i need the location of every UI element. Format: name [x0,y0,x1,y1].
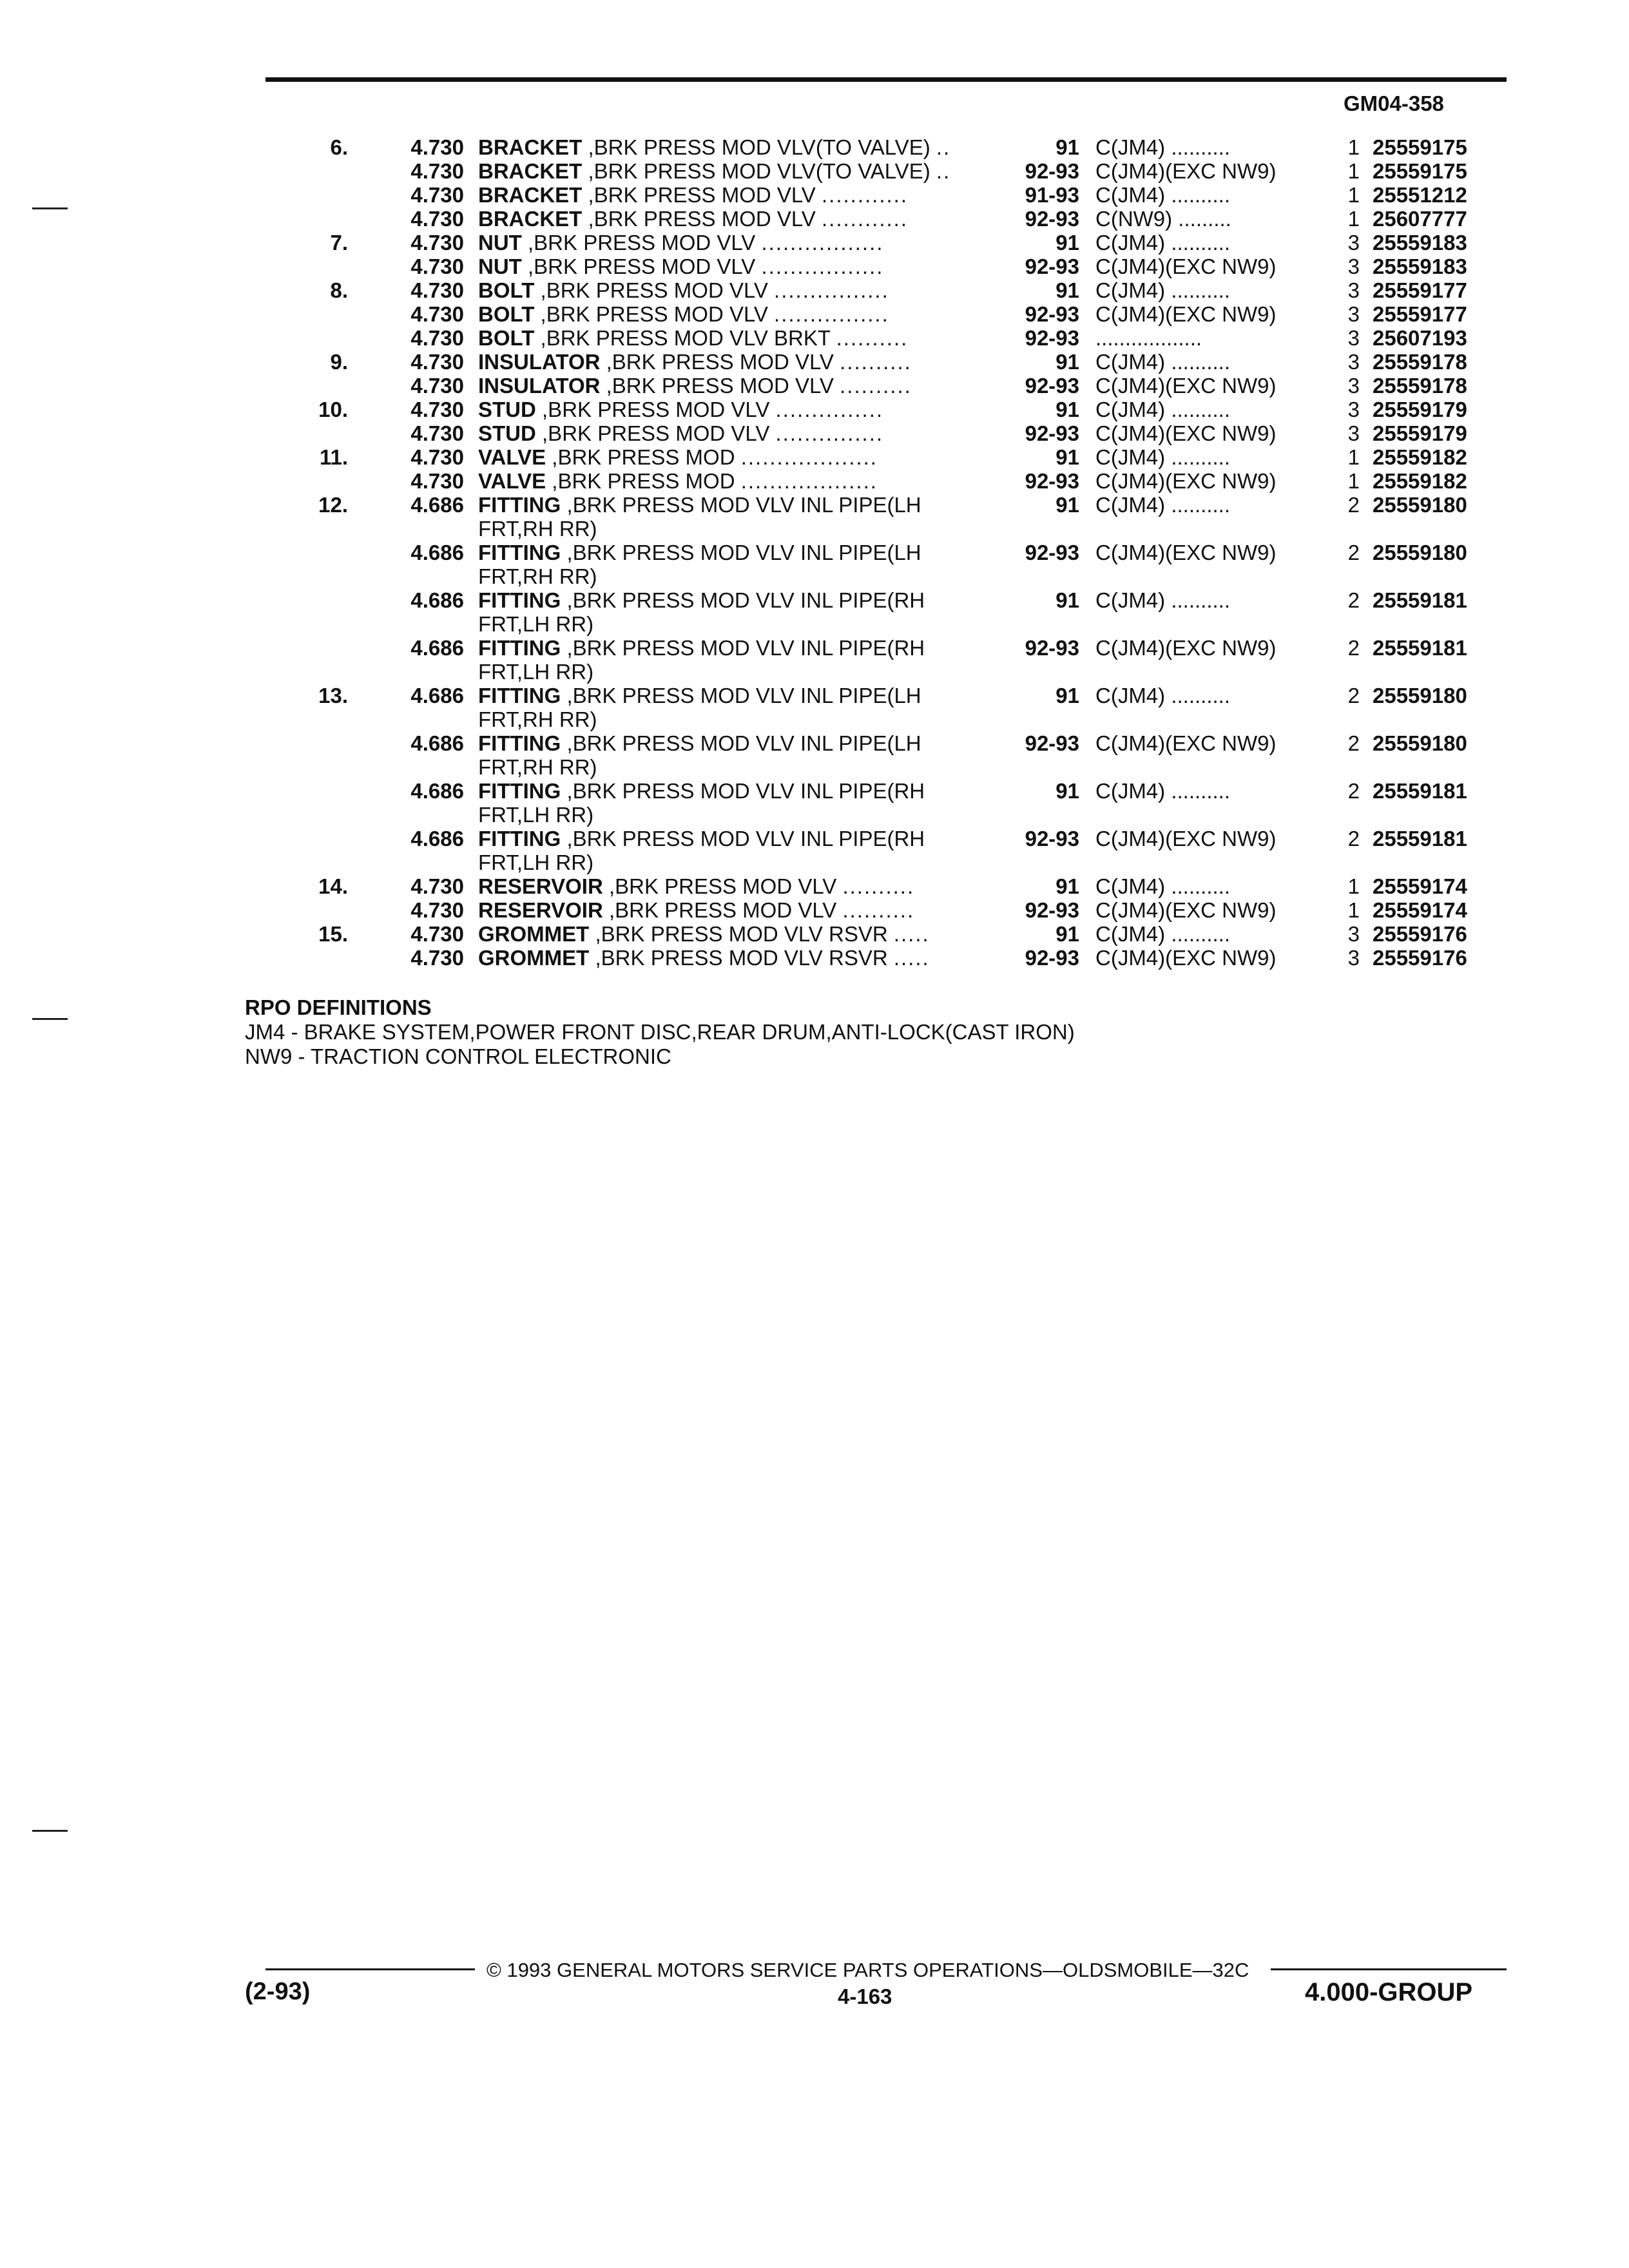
rpo-code: C(JM4)(EXC NW9) [1095,159,1277,183]
part-name: STUD [478,398,536,421]
model-years: 92-93 [1025,827,1079,850]
leader-dots: ................... [740,469,878,493]
part-description-text: ,BRK PRESS MOD VLV INL PIPE(LH [566,541,921,564]
model-years: 92-93 [1025,255,1079,278]
part-description-text: ,BRK PRESS MOD VLV [528,255,756,278]
group-number: 4.686 [410,493,464,517]
part-number: 25559180 [1373,493,1467,517]
part-name: FITTING [478,541,561,564]
quantity: 1 [1347,183,1360,207]
leader-dots: .......... [842,898,915,922]
part-description-text: ,BRK PRESS MOD VLV [606,350,834,374]
part-description-text: ,BRK PRESS MOD VLV [608,898,837,922]
part-number: 25559178 [1373,350,1467,374]
part-name: FITTING [478,684,561,707]
quantity: 2 [1347,636,1360,660]
quantity: 2 [1347,588,1360,612]
quantity: 1 [1347,469,1360,493]
model-years: 92-93 [1025,159,1079,183]
part-number: 25559181 [1373,588,1467,612]
rpo-code: C(JM4)(EXC NW9) [1095,541,1277,564]
quantity: 3 [1347,421,1360,445]
quantity: 1 [1347,445,1360,469]
rpo-code: C(JM4)(EXC NW9) [1095,302,1277,326]
quantity: 3 [1347,302,1360,326]
group-number: 4.730 [410,135,464,159]
part-description-text: ,BRK PRESS MOD VLV [606,374,834,398]
rpo-code: C(JM4) .......... [1095,493,1231,517]
rpo-code: C(JM4)(EXC NW9) [1095,421,1277,445]
margin-mark [32,1018,68,1020]
part-number: 25559176 [1373,946,1467,970]
part-description [478,684,994,731]
part-description-text: ,BRK PRESS MOD VLV INL PIPE(RH [566,779,925,803]
model-years: 92-93 [1025,898,1079,922]
parts-row [0,183,1629,207]
part-description [478,922,994,946]
part-description-text: ,BRK PRESS MOD VLV [528,231,756,255]
quantity: 3 [1347,350,1360,374]
copyright-notice: © 1993 GENERAL MOTORS SERVICE PARTS OPERATIONS—OLDSMOBILE—32C [487,1959,1249,1981]
rpo-code: C(JM4)(EXC NW9) [1095,469,1277,493]
part-number: 25559176 [1373,922,1467,946]
part-description-text: ,BRK PRESS MOD VLV [540,278,768,302]
footer-rule-left [265,1968,475,1970]
group-number: 4.730 [410,278,464,302]
part-name: INSULATOR [478,374,601,398]
leader-dots: ..... [893,946,930,970]
part-description [478,135,994,159]
part-description-continued: FRT,RH RR) [478,564,597,588]
group-number: 4.730 [410,374,464,398]
leader-dots: ............ [822,207,909,231]
reference-number: 13. [318,684,348,707]
group-number: 4.730 [410,255,464,278]
part-description [478,588,994,636]
group-number: 4.686 [410,541,464,564]
reference-number: 15. [318,922,348,946]
group-number: 4.730 [410,874,464,898]
part-description [478,469,994,493]
rpo-code: C(JM4)(EXC NW9) [1095,374,1277,398]
rpo-definition-nw9: NW9 - TRACTION CONTROL ELECTRONIC [245,1044,671,1068]
model-years: 92-93 [1025,731,1079,755]
group-number: 4.686 [410,684,464,707]
rpo-code: C(JM4)(EXC NW9) [1095,827,1277,850]
rpo-code: C(JM4) .......... [1095,684,1231,707]
footer-rule-right [1271,1968,1507,1970]
part-description-continued: FRT,LH RR) [478,612,594,636]
model-years: 92-93 [1025,636,1079,660]
parts-row [0,278,1629,302]
parts-row [0,255,1629,278]
part-name: FITTING [478,731,561,755]
part-number: 25559174 [1373,874,1467,898]
group-number: 4.730 [410,183,464,207]
leader-dots: .......... [840,374,912,398]
parts-row [0,541,1629,588]
rpo-definitions [245,995,1075,1069]
model-years: 92-93 [1025,541,1079,564]
quantity: 1 [1347,135,1360,159]
model-years: 92-93 [1025,326,1079,350]
part-description-text: ,BRK PRESS MOD VLV [542,421,770,445]
model-years: 92-93 [1025,421,1079,445]
part-name: GROMMET [478,946,590,970]
group-number: 4.730 [410,445,464,469]
leader-dots: .......... [842,874,915,898]
leader-dots: ............... [775,421,884,445]
part-description [478,207,994,231]
part-description-text: ,BRK PRESS MOD VLV BRKT [540,326,831,350]
rpo-code: C(JM4) .......... [1095,398,1231,421]
leader-dots: ............... [775,398,884,421]
leader-dots: ................. [761,255,884,278]
part-number: 25559180 [1373,684,1467,707]
rpo-code: C(JM4) .......... [1095,183,1231,207]
part-number: 25559180 [1373,541,1467,564]
leader-dots: ............ [822,183,909,207]
part-description-text: ,BRK PRESS MOD VLV INL PIPE(LH [566,493,921,517]
part-name: INSULATOR [478,350,601,374]
part-number: 25559179 [1373,421,1467,445]
part-number: 25559183 [1373,231,1467,255]
part-name: BRACKET [478,159,583,183]
part-description [478,398,994,421]
group-number: 4.730 [410,469,464,493]
rpo-code: C(JM4) .......... [1095,922,1231,946]
model-years: 92-93 [1025,374,1079,398]
parts-row [0,302,1629,326]
part-description [478,779,994,827]
group-number: 4.730 [410,946,464,970]
part-number: 25559181 [1373,827,1467,850]
margin-mark [32,1830,68,1832]
part-name: BOLT [478,302,535,326]
part-description [478,159,994,183]
part-description-continued: FRT,LH RR) [478,803,594,827]
part-description-text: ,BRK PRESS MOD VLV RSVR [595,946,888,970]
part-description [478,183,994,207]
part-description-text: ,BRK PRESS MOD VLV [542,398,770,421]
part-description-continued: FRT,LH RR) [478,850,594,874]
model-years: 92-93 [1025,946,1079,970]
rpo-code: C(JM4)(EXC NW9) [1095,255,1277,278]
group-number: 4.730 [410,326,464,350]
part-description [478,255,994,278]
parts-row [0,946,1629,970]
part-description-text: ,BRK PRESS MOD VLV INL PIPE(LH [566,731,921,755]
parts-row [0,827,1629,874]
quantity: 3 [1347,374,1360,398]
part-number: 25559181 [1373,779,1467,803]
rpo-definitions-heading: RPO DEFINITIONS [245,995,432,1019]
part-name: BRACKET [478,135,583,159]
rpo-code: C(JM4) .......... [1095,350,1231,374]
quantity: 3 [1347,398,1360,421]
rpo-code: C(JM4) .......... [1095,779,1231,803]
part-description-text: ,BRK PRESS MOD VLV RSVR [595,922,888,946]
quantity: 3 [1347,278,1360,302]
part-description-text: ,BRK PRESS MOD VLV [588,183,816,207]
part-number: 25551212 [1373,183,1467,207]
parts-row [0,445,1629,469]
rpo-code: C(JM4)(EXC NW9) [1095,946,1277,970]
quantity: 2 [1347,541,1360,564]
parts-table [0,135,1629,970]
group-number: 4.730 [410,398,464,421]
part-number: 25559183 [1373,255,1467,278]
leader-dots: ................ [774,278,889,302]
part-description [478,445,994,469]
model-years: 91 [1055,779,1079,803]
group-number: 4.730 [410,302,464,326]
part-description-text: ,BRK PRESS MOD VLV INL PIPE(RH [566,827,925,850]
quantity: 2 [1347,731,1360,755]
group-number: 4.730 [410,159,464,183]
part-description-text: ,BRK PRESS MOD VLV [608,874,837,898]
model-years: 92-93 [1025,469,1079,493]
group-number: 4.686 [410,636,464,660]
part-number: 25559174 [1373,898,1467,922]
part-name: FITTING [478,588,561,612]
parts-row [0,135,1629,159]
quantity: 1 [1347,207,1360,231]
leader-dots: .. [936,135,951,159]
part-number: 25559177 [1373,302,1467,326]
reference-number: 14. [318,874,348,898]
part-name: NUT [478,255,522,278]
part-name: FITTING [478,493,561,517]
reference-number: 6. [330,135,348,159]
quantity: 2 [1347,493,1360,517]
model-years: 91 [1055,350,1079,374]
parts-row [0,898,1629,922]
rpo-code: C(JM4) .......... [1095,445,1231,469]
part-name: VALVE [478,469,546,493]
part-description-text: ,BRK PRESS MOD VLV(TO VALVE) [588,135,930,159]
parts-row [0,350,1629,374]
reference-number: 10. [318,398,348,421]
quantity: 1 [1347,159,1360,183]
leader-dots: .. [936,159,951,183]
model-years: 91 [1055,135,1079,159]
part-description-continued: FRT,RH RR) [478,707,597,731]
part-description [478,278,994,302]
quantity: 1 [1347,874,1360,898]
rpo-code: C(JM4) .......... [1095,231,1231,255]
part-number: 25559175 [1373,159,1467,183]
rpo-code: C(JM4) .......... [1095,874,1231,898]
part-description [478,827,994,874]
part-name: RESERVOIR [478,874,603,898]
model-years: 92-93 [1025,302,1079,326]
document-id: GM04-358 [1344,91,1444,115]
leader-dots: ..... [893,922,930,946]
group-number: 4.730 [410,350,464,374]
quantity: 3 [1347,946,1360,970]
part-number: 25559175 [1373,135,1467,159]
part-description [478,231,994,255]
rpo-code: C(NW9) ......... [1095,207,1231,231]
parts-row [0,207,1629,231]
part-name: BOLT [478,326,535,350]
rpo-definition-jm4: JM4 - BRAKE SYSTEM,POWER FRONT DISC,REAR DRUM,ANTI-LOCK(CAST IRON) [245,1020,1075,1044]
part-description-continued: FRT,RH RR) [478,755,597,779]
part-name: BRACKET [478,183,583,207]
part-description-continued: FRT,LH RR) [478,660,594,684]
quantity: 2 [1347,827,1360,850]
part-description [478,636,994,684]
quantity: 3 [1347,255,1360,278]
rpo-code: C(JM4) .......... [1095,278,1231,302]
leader-dots: .......... [836,326,909,350]
model-years: 91 [1055,278,1079,302]
model-years: 91 [1055,398,1079,421]
model-years: 91 [1055,874,1079,898]
part-description-text: ,BRK PRESS MOD [552,469,735,493]
model-years: 91 [1055,231,1079,255]
part-description [478,946,994,970]
group-number: 4.730 [410,922,464,946]
part-description-text: ,BRK PRESS MOD VLV INL PIPE(LH [566,684,921,707]
part-number: 25607193 [1373,326,1467,350]
leader-dots: ................... [740,445,878,469]
parts-row [0,469,1629,493]
part-number: 25559177 [1373,278,1467,302]
parts-row [0,779,1629,827]
part-number: 25559182 [1373,469,1467,493]
rpo-code: C(JM4) .......... [1095,135,1231,159]
group-number: 4.730 [410,207,464,231]
model-years: 92-93 [1025,207,1079,231]
parts-row [0,421,1629,445]
part-number: 25559180 [1373,731,1467,755]
group-number: 4.730 [410,231,464,255]
part-description [478,350,994,374]
rpo-code: C(JM4) .......... [1095,588,1231,612]
part-name: STUD [478,421,536,445]
part-number: 25559181 [1373,636,1467,660]
revision-date: (2-93) [245,1978,311,2005]
part-description [478,374,994,398]
part-description [478,302,994,326]
quantity: 2 [1347,684,1360,707]
part-description-text: ,BRK PRESS MOD VLV INL PIPE(RH [566,636,925,660]
part-name: FITTING [478,827,561,850]
parts-row [0,326,1629,350]
model-years: 91 [1055,684,1079,707]
quantity: 3 [1347,326,1360,350]
model-years: 91 [1055,922,1079,946]
parts-row [0,398,1629,421]
part-description [478,898,994,922]
part-name: RESERVOIR [478,898,603,922]
reference-number: 8. [330,278,348,302]
parts-row [0,159,1629,183]
reference-number: 7. [330,231,348,255]
part-description [478,541,994,588]
leader-dots: .......... [840,350,912,374]
part-name: BOLT [478,278,535,302]
part-name: GROMMET [478,922,590,946]
parts-row [0,731,1629,779]
group-number: 4.686 [410,827,464,850]
part-description [478,874,994,898]
quantity: 3 [1347,231,1360,255]
parts-row [0,684,1629,731]
part-description [478,421,994,445]
part-number: 25559182 [1373,445,1467,469]
part-description-text: ,BRK PRESS MOD VLV(TO VALVE) [588,159,930,183]
model-years: 91 [1055,493,1079,517]
leader-dots: ................ [774,302,889,326]
rpo-code: C(JM4)(EXC NW9) [1095,636,1277,660]
part-name: BRACKET [478,207,583,231]
parts-row [0,588,1629,636]
page-number: 4-163 [838,1984,892,2008]
part-description-text: ,BRK PRESS MOD VLV INL PIPE(RH [566,588,925,612]
part-description [478,493,994,541]
part-name: VALVE [478,445,546,469]
part-description-text: ,BRK PRESS MOD VLV [588,207,816,231]
group-number: 4.686 [410,779,464,803]
quantity: 1 [1347,898,1360,922]
part-description [478,731,994,779]
part-name: FITTING [478,779,561,803]
quantity: 3 [1347,922,1360,946]
rpo-code: .................. [1095,326,1202,350]
model-years: 91 [1055,588,1079,612]
part-name: FITTING [478,636,561,660]
part-description [478,326,994,350]
part-description-continued: FRT,RH RR) [478,517,597,541]
model-years: 91 [1055,445,1079,469]
reference-number: 9. [330,350,348,374]
quantity: 2 [1347,779,1360,803]
part-description-text: ,BRK PRESS MOD VLV [540,302,768,326]
reference-number: 11. [319,445,348,469]
parts-row [0,493,1629,541]
model-years: 91-93 [1025,183,1079,207]
reference-number: 12. [318,493,348,517]
group-number: 4.730 [410,421,464,445]
leader-dots: ................. [761,231,884,255]
parts-row [0,231,1629,255]
group-number: 4.686 [410,588,464,612]
part-description-text: ,BRK PRESS MOD [552,445,735,469]
parts-row [0,374,1629,398]
group-number: 4.686 [410,731,464,755]
part-number: 25559179 [1373,398,1467,421]
parts-row [0,922,1629,946]
part-number: 25559178 [1373,374,1467,398]
part-number: 25607777 [1373,207,1467,231]
rpo-code: C(JM4)(EXC NW9) [1095,731,1277,755]
top-rule [265,77,1507,82]
group-number: 4.730 [410,898,464,922]
group-number: 4.000-GROUP [1305,1978,1473,2006]
part-name: NUT [478,231,522,255]
parts-row [0,874,1629,898]
rpo-code: C(JM4)(EXC NW9) [1095,898,1277,922]
parts-row [0,636,1629,684]
